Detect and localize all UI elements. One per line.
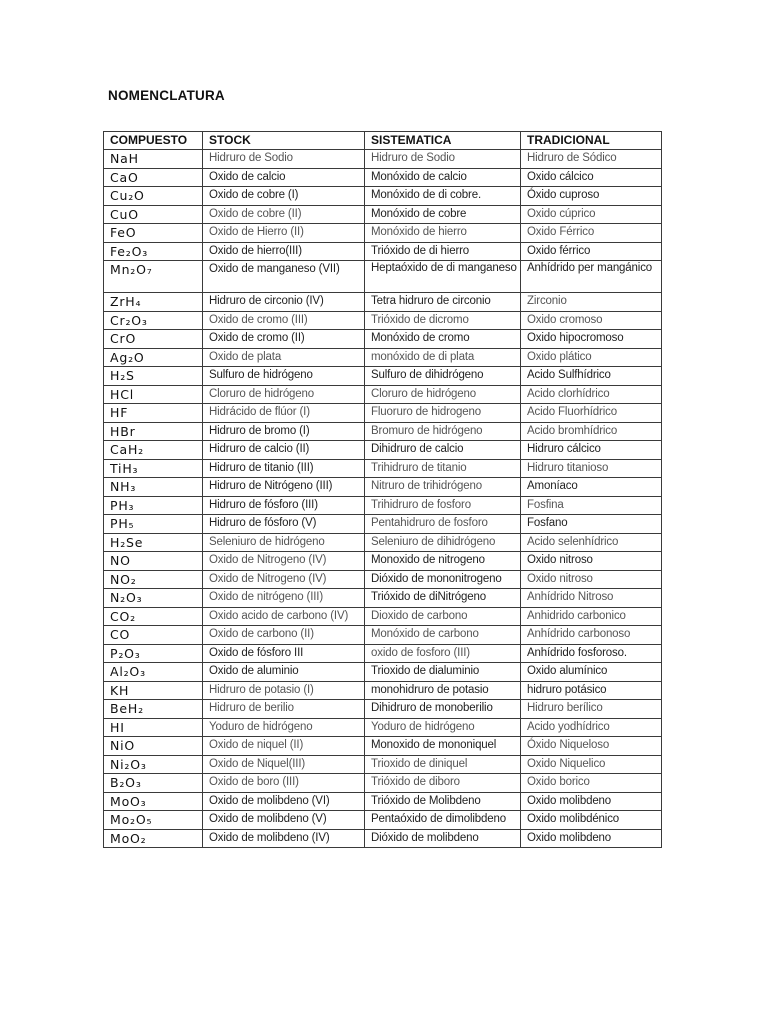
cell-sistematica: Dihidruro de monoberilio [365, 700, 521, 719]
cell-compuesto: CO₂ [104, 607, 203, 626]
cell-tradicional: Amoníaco [521, 478, 662, 497]
table-row [104, 224, 662, 243]
cell-stock: Oxido de Nitrogeno (IV) [203, 570, 365, 589]
cell-tradicional: Hidruro berílico [521, 700, 662, 719]
cell-sistematica: Dioxido de carbono [365, 607, 521, 626]
cell-sistematica: Heptaóxido de di manganeso [365, 261, 521, 293]
cell-compuesto: PH₃ [104, 496, 203, 515]
cell-stock: Sulfuro de hidrógeno [203, 367, 365, 386]
cell-stock: Oxido de Nitrogeno (IV) [203, 552, 365, 571]
cell-stock: Oxido de niquel (II) [203, 737, 365, 756]
cell-stock: Oxido de molibdeno (VI) [203, 792, 365, 811]
cell-tradicional: Óxido cuproso [521, 187, 662, 206]
nomenclature-table [103, 131, 662, 848]
cell-compuesto: ZrH₄ [104, 293, 203, 312]
cell-compuesto: NO₂ [104, 570, 203, 589]
cell-stock: Hidruro de fósforo (III) [203, 496, 365, 515]
cell-sistematica: Yoduro de hidrógeno [365, 718, 521, 737]
cell-tradicional: Hidruro de Sódico [521, 150, 662, 169]
cell-tradicional: Oxido nitroso [521, 570, 662, 589]
cell-stock: Oxido de calcio [203, 168, 365, 187]
cell-sistematica: Monóxido de cromo [365, 330, 521, 349]
cell-compuesto: CrO [104, 330, 203, 349]
cell-compuesto: Cr₂O₃ [104, 311, 203, 330]
cell-sistematica: Trioxido de diniquel [365, 755, 521, 774]
cell-sistematica: Monoxido de nitrogeno [365, 552, 521, 571]
cell-tradicional: Oxido molibdénico [521, 811, 662, 830]
table-row [104, 441, 662, 460]
cell-compuesto: Al₂O₃ [104, 663, 203, 682]
header-tradicional: TRADICIONAL [521, 132, 662, 150]
cell-sistematica: Monoxido de mononiquel [365, 737, 521, 756]
table-row [104, 552, 662, 571]
cell-tradicional: Anhídrido fosforoso. [521, 644, 662, 663]
cell-sistematica: Seleniuro de dihidrógeno [365, 533, 521, 552]
cell-sistematica: Dióxido de mononitrogeno [365, 570, 521, 589]
cell-compuesto: Mn₂O₇ [104, 261, 203, 293]
cell-stock: Hidruro de calcio (II) [203, 441, 365, 460]
cell-tradicional: Óxido Niqueloso [521, 737, 662, 756]
cell-tradicional: Acido selenhídrico [521, 533, 662, 552]
cell-compuesto: B₂O₃ [104, 774, 203, 793]
cell-compuesto: PH₅ [104, 515, 203, 534]
cell-stock: Yoduro de hidrógeno [203, 718, 365, 737]
page-title: NOMENCLATURA [108, 88, 225, 103]
table-row [104, 205, 662, 224]
table-row [104, 829, 662, 848]
table-row [104, 607, 662, 626]
table-row [104, 261, 662, 293]
cell-tradicional: Oxido borico [521, 774, 662, 793]
cell-sistematica: monóxido de di plata [365, 348, 521, 367]
cell-tradicional: Hidruro cálcico [521, 441, 662, 460]
cell-stock: Oxido de cromo (III) [203, 311, 365, 330]
cell-sistematica: Trioxido de dialuminio [365, 663, 521, 682]
cell-tradicional: Oxido molibdeno [521, 829, 662, 848]
cell-compuesto: N₂O₃ [104, 589, 203, 608]
table-row [104, 242, 662, 261]
cell-tradicional: Acido bromhídrico [521, 422, 662, 441]
cell-compuesto: Mo₂O₅ [104, 811, 203, 830]
cell-sistematica: Monóxido de calcio [365, 168, 521, 187]
cell-sistematica: Sulfuro de dihidrógeno [365, 367, 521, 386]
cell-stock: Oxido de cobre (II) [203, 205, 365, 224]
cell-sistematica: monohidruro de potasio [365, 681, 521, 700]
cell-compuesto: FeO [104, 224, 203, 243]
cell-sistematica: Trihidruro de fosforo [365, 496, 521, 515]
cell-stock: Hidruro de potasio (I) [203, 681, 365, 700]
cell-compuesto: P₂O₃ [104, 644, 203, 663]
cell-stock: Hidruro de titanio (III) [203, 459, 365, 478]
cell-sistematica: Dióxido de molibdeno [365, 829, 521, 848]
table-row [104, 774, 662, 793]
cell-tradicional: Oxido nitroso [521, 552, 662, 571]
cell-compuesto: CaH₂ [104, 441, 203, 460]
cell-stock: Oxido de plata [203, 348, 365, 367]
header-stock: STOCK [203, 132, 365, 150]
cell-tradicional: Fosfano [521, 515, 662, 534]
cell-compuesto: Fe₂O₃ [104, 242, 203, 261]
cell-compuesto: NiO [104, 737, 203, 756]
table-row [104, 626, 662, 645]
table-row [104, 330, 662, 349]
table-row [104, 168, 662, 187]
cell-sistematica: Monóxido de cobre [365, 205, 521, 224]
cell-tradicional: Oxido molibdeno [521, 792, 662, 811]
cell-compuesto: Cu₂O [104, 187, 203, 206]
cell-sistematica: Pentahidruro de fosforo [365, 515, 521, 534]
cell-compuesto: H₂S [104, 367, 203, 386]
cell-compuesto: CaO [104, 168, 203, 187]
cell-compuesto: BeH₂ [104, 700, 203, 719]
cell-stock: Oxido de Hierro (II) [203, 224, 365, 243]
cell-sistematica: Trióxido de Molibdeno [365, 792, 521, 811]
cell-tradicional: Oxido plático [521, 348, 662, 367]
cell-tradicional: Anhídrido Nitroso [521, 589, 662, 608]
cell-sistematica: Monóxido de hierro [365, 224, 521, 243]
cell-tradicional: Acido clorhídrico [521, 385, 662, 404]
cell-sistematica: Monóxido de di cobre. [365, 187, 521, 206]
table-row [104, 404, 662, 423]
cell-compuesto: NaH [104, 150, 203, 169]
cell-compuesto: Ni₂O₃ [104, 755, 203, 774]
cell-tradicional: Oxido cromoso [521, 311, 662, 330]
table-row [104, 367, 662, 386]
cell-tradicional: Oxido férrico [521, 242, 662, 261]
cell-tradicional: Anhídrido per mangánico [521, 261, 662, 293]
table-row [104, 533, 662, 552]
cell-compuesto: HI [104, 718, 203, 737]
table-row [104, 348, 662, 367]
table-header-row [104, 132, 662, 150]
cell-compuesto: TiH₃ [104, 459, 203, 478]
table-row [104, 737, 662, 756]
cell-stock: Hidruro de fósforo (V) [203, 515, 365, 534]
table-row [104, 293, 662, 312]
cell-stock: Oxido de cobre (I) [203, 187, 365, 206]
cell-sistematica: Nitruro de trihidrógeno [365, 478, 521, 497]
cell-stock: Oxido de molibdeno (V) [203, 811, 365, 830]
cell-compuesto: HCl [104, 385, 203, 404]
table-row [104, 515, 662, 534]
cell-compuesto: NO [104, 552, 203, 571]
cell-sistematica: Dihidruro de calcio [365, 441, 521, 460]
cell-tradicional: Acido yodhídrico [521, 718, 662, 737]
cell-tradicional: Oxido cúprico [521, 205, 662, 224]
cell-sistematica: Trióxido de diboro [365, 774, 521, 793]
table-row [104, 663, 662, 682]
cell-sistematica: Bromuro de hidrógeno [365, 422, 521, 441]
cell-tradicional: Fosfina [521, 496, 662, 515]
cell-stock: Oxido de carbono (II) [203, 626, 365, 645]
cell-tradicional: Oxido Férrico [521, 224, 662, 243]
cell-stock: Oxido de hierro(III) [203, 242, 365, 261]
table-row [104, 187, 662, 206]
table-row [104, 644, 662, 663]
cell-compuesto: H₂Se [104, 533, 203, 552]
table-row [104, 681, 662, 700]
table-row [104, 811, 662, 830]
cell-tradicional: Acido Sulfhídrico [521, 367, 662, 386]
cell-stock: Seleniuro de hidrógeno [203, 533, 365, 552]
table-row [104, 478, 662, 497]
cell-sistematica: Pentaóxido de dimolibdeno [365, 811, 521, 830]
header-sistematica: SISTEMATICA [365, 132, 521, 150]
cell-stock: Oxido acido de carbono (IV) [203, 607, 365, 626]
cell-sistematica: Trióxido de diNitrógeno [365, 589, 521, 608]
cell-stock: Oxido de nitrógeno (III) [203, 589, 365, 608]
table-row [104, 570, 662, 589]
table-row [104, 718, 662, 737]
cell-stock: Cloruro de hidrógeno [203, 385, 365, 404]
cell-sistematica: Hidruro de Sodio [365, 150, 521, 169]
cell-sistematica: Monóxido de carbono [365, 626, 521, 645]
cell-sistematica: Fluoruro de hidrogeno [365, 404, 521, 423]
cell-tradicional: Anhidrido carbonico [521, 607, 662, 626]
cell-compuesto: HF [104, 404, 203, 423]
cell-tradicional: Oxido alumínico [521, 663, 662, 682]
cell-compuesto: MoO₂ [104, 829, 203, 848]
cell-compuesto: MoO₃ [104, 792, 203, 811]
cell-stock: Hidruro de bromo (I) [203, 422, 365, 441]
cell-compuesto: CuO [104, 205, 203, 224]
cell-sistematica: Trióxido de dicromo [365, 311, 521, 330]
table-row [104, 459, 662, 478]
cell-compuesto: CO [104, 626, 203, 645]
table-row [104, 589, 662, 608]
cell-sistematica: Cloruro de hidrógeno [365, 385, 521, 404]
cell-tradicional: Oxido Niquelico [521, 755, 662, 774]
table-row [104, 422, 662, 441]
cell-stock: Oxido de molibdeno (IV) [203, 829, 365, 848]
cell-stock: Oxido de manganeso (VII) [203, 261, 365, 293]
cell-tradicional: Oxido hipocromoso [521, 330, 662, 349]
cell-stock: Oxido de fósforo III [203, 644, 365, 663]
cell-tradicional: Acido Fluorhídrico [521, 404, 662, 423]
header-compuesto: COMPUESTO [104, 132, 203, 150]
table-row [104, 700, 662, 719]
cell-tradicional: hidruro potásico [521, 681, 662, 700]
cell-stock: Oxido de aluminio [203, 663, 365, 682]
table-row [104, 496, 662, 515]
cell-stock: Hidruro de Sodio [203, 150, 365, 169]
cell-tradicional: Zirconio [521, 293, 662, 312]
cell-stock: Hidruro de berilio [203, 700, 365, 719]
cell-tradicional: Anhídrido carbonoso [521, 626, 662, 645]
cell-tradicional: Hidruro titanioso [521, 459, 662, 478]
cell-stock: Oxido de boro (III) [203, 774, 365, 793]
cell-stock: Oxido de cromo (II) [203, 330, 365, 349]
table-row [104, 150, 662, 169]
cell-compuesto: Ag₂O [104, 348, 203, 367]
cell-stock: Oxido de Niquel(III) [203, 755, 365, 774]
cell-sistematica: Trióxido de di hierro [365, 242, 521, 261]
table-row [104, 311, 662, 330]
cell-tradicional: Oxido cálcico [521, 168, 662, 187]
cell-sistematica: Trihidruro de titanio [365, 459, 521, 478]
cell-stock: Hidrácido de flúor (I) [203, 404, 365, 423]
cell-compuesto: HBr [104, 422, 203, 441]
cell-stock: Hidruro de circonio (IV) [203, 293, 365, 312]
table-body [104, 150, 662, 848]
cell-stock: Hidruro de Nitrógeno (III) [203, 478, 365, 497]
cell-sistematica: oxido de fosforo (III) [365, 644, 521, 663]
table-row [104, 385, 662, 404]
table-row [104, 792, 662, 811]
table-row [104, 755, 662, 774]
cell-sistematica: Tetra hidruro de circonio [365, 293, 521, 312]
cell-compuesto: NH₃ [104, 478, 203, 497]
cell-compuesto: KH [104, 681, 203, 700]
